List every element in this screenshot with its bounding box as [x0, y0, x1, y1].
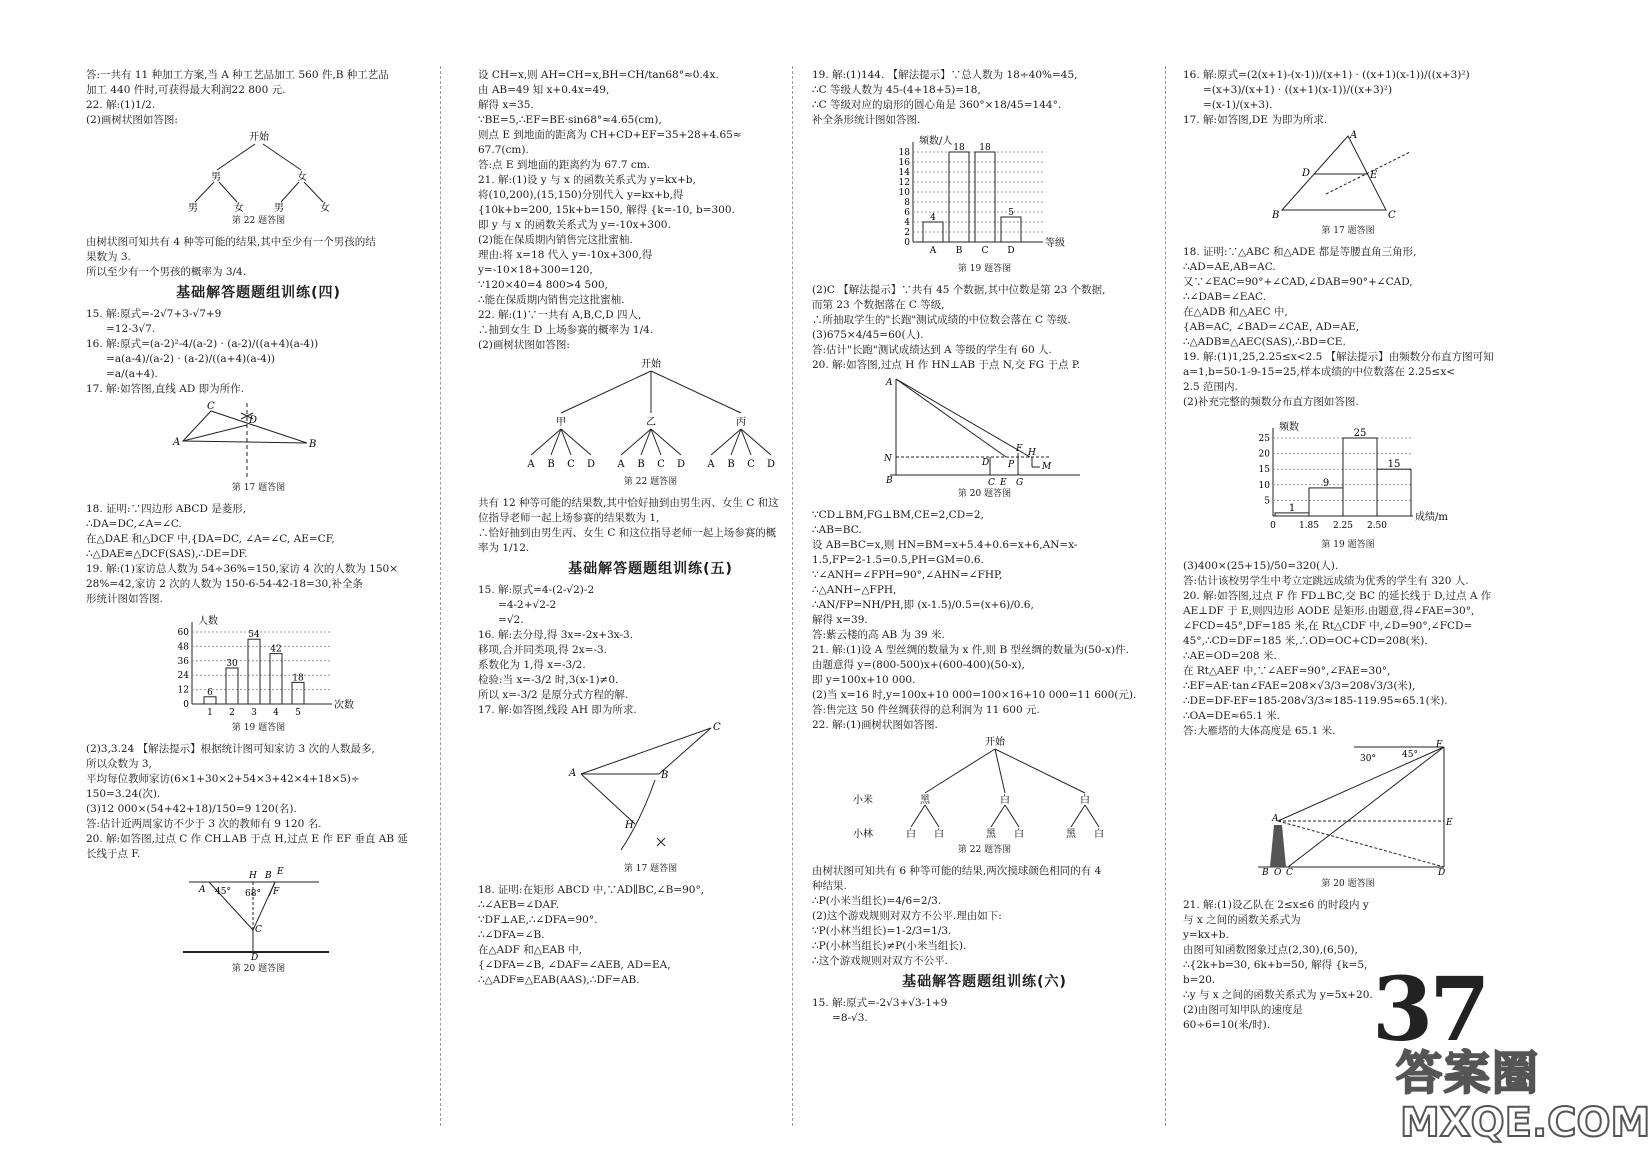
q22-text: 22. 解:(1)1/2. (2)画树状图如答图:	[86, 99, 178, 126]
point-label: D	[1302, 168, 1311, 179]
q22-conclusion: 共有 12 种等可能的结果数,其中恰好抽到由男生丙、女生 C 和这 位指导老师一起上场参赛的结果数为 1, ∴恰好抽到由男生丙、女生 C 和这位指导老师一起上场参赛的概 率为 1/12.	[478, 497, 779, 554]
figure-caption: 第 20 题答图	[957, 489, 1012, 499]
q19-text: 19. 解:(1)144. 【解法提示】∵总人数为 18÷40%=45, ∴C 等级人数为 45-(4+18+5)=18, ∴C 等级对应的扇形的圆心角是 360°×18/45=144°. 补全条形统计图如答图.	[812, 69, 1078, 126]
point-label: B	[1262, 868, 1269, 878]
x-tick-label: 0	[1270, 521, 1276, 531]
tree-start: 开始	[984, 737, 1005, 748]
histogram-19-jump	[1243, 412, 1453, 536]
point-label: F	[1015, 444, 1022, 454]
y-tick-label: 10	[898, 188, 910, 198]
tree-leaf: 白	[933, 829, 944, 840]
tree-diagram-22	[159, 130, 359, 212]
figure-caption: 第 19 题答图	[1321, 540, 1375, 550]
y-tick-label: 10	[1258, 480, 1270, 491]
x-tick-label: B	[955, 246, 962, 256]
x-axis-label: 等级	[1044, 238, 1065, 249]
data-label: 15	[1387, 459, 1401, 471]
bar	[949, 152, 969, 242]
tree-leaf: 男	[273, 203, 284, 214]
point-label: A	[1350, 130, 1358, 141]
angle-label: 45°	[214, 887, 231, 897]
y-tick-label: 16	[898, 158, 910, 168]
point-label: C	[1388, 210, 1396, 221]
x-tick-label: C	[981, 246, 988, 256]
data-label: 1	[1288, 502, 1296, 514]
y-tick-label: 24	[177, 671, 189, 682]
point-label: E	[999, 478, 1007, 488]
point-label: D	[981, 458, 989, 468]
column-4	[1183, 68, 1513, 1061]
section-title: 基础解答题题组训练(六)	[902, 974, 1067, 990]
point-label: H	[248, 871, 257, 881]
figure-caption: 第 19 题答图	[957, 264, 1012, 274]
bar	[1377, 469, 1411, 516]
point-label: F	[272, 887, 279, 897]
answer-text: 答:一共有 11 种加工方案,当 A 种工艺品加工 560 件,B 种工艺品 加工 440 件时,可获得最大利润22 800 元.	[86, 69, 389, 96]
tree-row-label: 小米	[852, 795, 873, 806]
page-number: 37	[1372, 957, 1487, 1061]
data-label: 54	[247, 630, 260, 641]
tree-node: 丙	[735, 417, 746, 428]
tree-leaf: 男	[187, 203, 198, 214]
tree-leaf: 黑	[1065, 829, 1076, 840]
tree-leaf: 白	[905, 829, 916, 840]
figure-17-line	[169, 399, 349, 479]
point-label: E	[1370, 170, 1378, 181]
data-label: 18	[291, 673, 304, 684]
y-axis-label: 频数	[1279, 422, 1299, 433]
point-label: O	[1274, 868, 1282, 878]
data-label: 6	[206, 687, 213, 698]
x-tick-label: 1	[206, 708, 213, 718]
tree-node: 白	[1079, 795, 1090, 806]
tree-leaf: A	[706, 459, 715, 470]
tree-leaf: B	[726, 459, 735, 470]
tree-node: 乙	[645, 417, 656, 428]
watermark-logo: 答案圈	[1396, 1046, 1540, 1100]
tree-leaf: 白	[1093, 829, 1104, 840]
y-tick-label: 60	[177, 628, 189, 638]
point-label: H	[624, 820, 634, 831]
data-label: 42	[269, 644, 282, 655]
point-label: C	[206, 401, 215, 412]
tree-leaf: C	[656, 459, 665, 470]
x-tick-label: 1.85	[1298, 521, 1320, 531]
tree-leaf: A	[526, 459, 535, 470]
q15-17-text: 15. 解:原式=4-(2-√2)-2 =4-2+√2-2 =√2. 16. 解:去分母,得 3x=-2x+3x-3. 移项,合并同类项,得 2x=-3. 系数化为 1,得 x=-3/2. 检验:当 x=-3/2 时,3(x-1)≠0. 所以 x=-3/2 是原分式方程的解. 17. 解:如答图,线段 AH 即为所求.	[478, 584, 637, 716]
x-tick-label: 4	[272, 708, 279, 718]
point-label: G	[1015, 478, 1023, 488]
tree-leaf: D	[766, 459, 775, 470]
section-title: 基础解答题题组训练(五)	[568, 561, 733, 577]
y-tick-label: 5	[1264, 496, 1270, 507]
angle-label: 68°	[244, 889, 261, 899]
y-axis-label: 频数/人	[918, 136, 952, 147]
q18-text: 18. 证明:在矩形 ABCD 中,∵AD∥BC,∠B=90°, ∴∠AEB=∠DAF. ∵DF⊥AE,∴∠DFA=90°. ∴∠DFA=∠B. 在△ADF 和△EAB 中, {∠DFA=∠B, ∠DAF=∠AEB, AD=EA, ∴△ADF≌△EAB(AAS),∴DF=AB.	[478, 884, 705, 986]
figure-20-stand	[179, 864, 339, 963]
tree-leaf: D	[676, 459, 685, 470]
y-tick-label: 14	[898, 168, 910, 178]
bar	[226, 668, 238, 704]
x-axis-label: 成绩/m	[1415, 512, 1448, 523]
q15-text: 15. 解:原式=-2√3+√3-1+9 =8-√3.	[812, 997, 948, 1024]
point-label: B	[1272, 210, 1280, 221]
x-axis-label: 次数	[333, 700, 354, 711]
tree-leaf: 女	[233, 203, 244, 214]
column-divider-3	[1165, 66, 1166, 1126]
column-2	[478, 68, 823, 988]
point-label: C	[1286, 868, 1293, 878]
y-tick-label: 36	[177, 656, 189, 667]
bar	[292, 682, 304, 704]
data-label: 9	[1322, 477, 1330, 489]
point-label: M	[1041, 462, 1051, 472]
point-label: A	[172, 437, 180, 448]
angle-label: 45°	[1402, 750, 1418, 760]
y-tick-label: 25	[1258, 434, 1270, 444]
figure-caption: 第 17 题答图	[623, 864, 678, 874]
tree-node: 白	[999, 795, 1010, 806]
point-label: A	[198, 885, 205, 895]
tree-leaf: B	[546, 459, 555, 470]
bar-chart-19-grades	[885, 130, 1085, 260]
x-tick-label: 2	[228, 708, 235, 718]
point-label: H	[1027, 448, 1036, 458]
column-divider-1	[440, 66, 441, 1126]
x-tick-label: 2.50	[1366, 521, 1388, 531]
data-label: 18	[952, 143, 965, 153]
q18-19-text: 18. 证明:∵四边形 ABCD 是菱形, ∴DA=DC,∠A=∠C. 在△DAE 和△DCF 中,{DA=DC, ∠A=∠C, AE=CF, ∴△DAE≌△DCF(SAS),∴DE=DF. 19. 解:(1)家访总人数为 54÷36%=150,家访 4 次的人数为 150× 28%=42,家访 2 次的人数为 150-6-54-42-18=30,补全条 形统计图如答图.	[86, 503, 398, 605]
q20-cont-text: 设 CH=x,则 AH=CH=x,BH=CH/tan68°≈0.4x. 由 AB=49 知 x+0.4x=49, 解得 x=35. ∵BE=5,∴EF=BE·sin68°≈4.65(cm), 则点 E 到地面的距离为 CH+CD+EF=35+28+4.65≈ 67.7(cm). 答:点 E 到地面的距离约为 67.7 cm. 21. 解:(1)设 y 与 x 的函数关系式为 y=kx+b, 将(10,200),(15,150)分别代入 y=kx+b,得 {10k+b=200, 15k+b=150, 解得 {k=-10, b=300. 即 y 与 x 的函数关系式为 y=-10x+300. (2)能在保质期内销售完这批蜜柚. 理由:将 x=18 代入 y=-10x+300,得 y=-10×18+300=120, ∵120×40=4 800>4 500, ∴能在保质期内销售完这批蜜柚. 22. 解:(1)∵一共有 A,B,C,D 四人, ∴抽到女生 D 上场参赛的概率为 1/4. (2)画树状图如答图:	[478, 69, 742, 351]
point-label: B	[660, 770, 668, 781]
tree-leaf: B	[636, 459, 645, 470]
tree-node: 黑	[919, 795, 930, 806]
q19-20-text: (3)400×(25+15)/50=320(人). 答:估计该校男学生中考立定跳远成绩为优秀的学生有 320 人. 20. 解:如答图,过点 F 作 FD⊥BC,交 BC 的延长线于 D,过点 A 作 AE⊥DF 于 E,则四边形 AODE 是矩形.由题意,得∠FAE=30°, ∠FCD=45°,DF=185 米,在 Rt△CDF 中,∠D=90°,∠FCD= 45°,∴CD=DF=185 米,∴OD=OC+CD=208(米). ∴AE=OD=208 米. 在 Rt△AEF 中,∵∠AEF=90°,∠FAE=30°, ∴EF=AE·tan∠FAE=208×√3/3=208√3/3(米), ∴DE=DF-EF=185-208√3/3≈185-119.95≈65.1(米). ∴OA=DE≈65.1 米. 答:大雁塔的大体高度是 65.1 米.	[1183, 560, 1492, 737]
q19-20-text: (2)C 【解法提示】∵共有 45 个数据,其中位数是第 23 个数据, 而第 23 个数据落在 C 等级, ∴所抽取学生的"长跑"测试成绩的中位数会落在 C 等级. (3)675×4/45=60(人). 答:估计"长跑"测试成绩达到 A 等级的学生有 60 人. 20. 解:如答图,过点 H 作 HN⊥AB 于点 N,交 FG 于点 P.	[812, 284, 1106, 371]
y-tick-label: 12	[898, 178, 910, 188]
y-tick-label: 20	[1258, 449, 1270, 460]
bar	[204, 697, 216, 704]
q18-19-text: 18. 证明:∵△ABC 和△ADE 都是等腰直角三角形, ∴AD=AE,AB=AC. 又∵∠EAC=90°+∠CAD,∠DAB=90°+∠CAD, ∴∠DAB=∠EAC. 在△ADB 和△AEC 中, {AB=AC, ∠BAD=∠CAE, AD=AE, ∴△ADB≌△AEC(SAS),∴BD=CE. 19. 解:(1)1,25,2.25≤x<2.5 【解法提示】由频数分布直方图可知 a=1,b=50-1-9-15=25,样本成绩的中位数落在 2.25≤x< 2.5 范围内. (2)补充完整的频数分布直方图如答图.	[1183, 246, 1494, 408]
point-label: A	[885, 378, 892, 388]
tree-node: 男	[210, 172, 221, 183]
point-label: B	[308, 439, 316, 450]
bar	[1309, 488, 1343, 516]
bar	[248, 639, 260, 704]
data-label: 5	[1007, 208, 1014, 218]
tree-leaf: 黑	[985, 829, 996, 840]
q21-text: 21. 解:(1)设乙队在 2≤x≤6 的时段内 y 与 x 之间的函数关系式为 y=kx+b. 由图可知函数图象过点(2,30),(6,50), ∴{2k+b=30, 6k+b=50, 解得 {k=5, b=20. ∴y 与 x 之间的函数关系式为 y=5x+20. (2)由图可知甲队的速度是 60÷6=10(米/时).	[1183, 899, 1373, 1031]
q16-17-text: 16. 解:原式=(2(x+1)-(x-1))/(x+1) · ((x+1)(x-1))/((x+3)²) =(x+3)/(x+1) · ((x+1)(x-1))/((x+3)²) =(x-1)/(x+3). 17. 解:如答图,DE 为即为所求.	[1183, 69, 1470, 126]
x-tick-label: 3	[250, 708, 257, 718]
q19-20-text: (2)3,3.24 【解法提示】根据统计图可知家访 3 次的人数最多, 所以众数为 3, 平均每位教师家访(6×1+30×2+54×3+42×4+18×5)÷ 150=3.24(次). (3)12 000×(54+42+18)/150=9 120(名). 答:估计近两周家访不少于 3 次的教师有 9 120 名. 20. 解:如答图,过点 C 作 CH⊥AB 于点 H,过点 E 作 EF 垂直 AB 延 长线于点 F.	[86, 743, 408, 860]
pagoda-image	[1270, 825, 1286, 867]
column-3	[812, 68, 1157, 1026]
x-tick-label: D	[1006, 246, 1015, 256]
figure-caption: 第 19 题答图	[231, 723, 286, 733]
q20-21-text: ∵CD⊥BM,FG⊥BM,CE=2,CD=2, ∴AB=BC. 设 AB=BC=x,则 HN=BM=x+5.4+0.6=x+6,AN=x- 1.5,FP=2-1.5=0.5,PH=GM=0.6. ∵∠ANH=∠FPH=90°,∠AHN=∠FHP, ∴△ANH∽△FPH, ∴AN/FP=NH/PH,即 (x-1.5)/0.5=(x+6)/0.6, 解得 x=39. 答:紫云楼的高 AB 为 39 米. 21. 解:(1)设 A 型丝绸的数量为 x 件,则 B 型丝绸的数量为(50-x)件. 由题意得 y=(800-500)x+(600-400)(50-x), 即 y=100x+10 000. (2)当 x=16 时,y=100x+10 000=100×16+10 000=11 600(元). 答:售完这 50 件丝绸获得的总利润为 11 600 元. 22. 解:(1)画树状图如答图.	[812, 509, 1137, 731]
y-tick-label: 18	[898, 148, 910, 158]
bar	[975, 152, 995, 242]
column-1	[86, 68, 431, 983]
tree-leaf: C	[566, 459, 575, 470]
point-label: A	[568, 768, 576, 779]
tree-leaf: A	[616, 459, 625, 470]
point-label: E	[1446, 818, 1453, 828]
data-label: 18	[978, 143, 991, 153]
tree-leaf: C	[746, 459, 755, 470]
tree-leaf: 女	[319, 203, 330, 214]
figure-caption: 第 20 题答图	[231, 964, 286, 974]
data-label: 4	[929, 213, 936, 223]
y-tick-label: 12	[177, 685, 189, 696]
figure-caption: 第 20 题答图	[1321, 879, 1375, 889]
tree-diagram-22	[845, 735, 1125, 841]
y-tick-label: 8	[903, 198, 910, 208]
y-tick-label: 2	[903, 228, 910, 238]
tree-node: 甲	[555, 417, 566, 428]
point-label: A	[1272, 814, 1279, 824]
point-label: B	[264, 871, 272, 881]
point-label: B	[885, 476, 893, 486]
point-label: N	[883, 454, 892, 464]
point-label: C	[254, 925, 262, 935]
q15-17-text: 15. 解:原式=-2√7+3-√7+9 =12-3√7. 16. 解:原式=(a-2)²-4/(a-2) · (a-2)/((a+4)(a-4)) =a(a-4)/(a-2) · (a-2)/((a+4)(a-4)) =a/(a+4). 17. 解:如答图,直线 AD 即为所作.	[86, 308, 319, 395]
y-tick-label: 15	[1258, 465, 1270, 476]
y-tick-label: 4	[903, 218, 910, 228]
q22-conclusion: 由树状图可知共有 4 种等可能的结果,其中至少有一个男孩的结 果数为 3. 所以至少有一个男孩的概率为 3/4.	[86, 236, 376, 278]
point-label: D	[248, 415, 257, 426]
y-axis-label: 人数	[197, 616, 218, 627]
angle-label: 30°	[1360, 754, 1376, 764]
tree-leaf: 白	[1013, 829, 1024, 840]
figure-caption: 第 17 题答图	[231, 483, 286, 493]
watermark-url: MXQE.COM	[1400, 1100, 1650, 1146]
figure-caption: 第 17 题答图	[1321, 226, 1375, 236]
x-tick-label: 2.25	[1332, 521, 1354, 531]
point-label: C	[987, 478, 995, 488]
x-tick-label: A	[929, 246, 936, 256]
y-tick-label: 0	[182, 700, 189, 710]
figure-20-pagoda	[1248, 740, 1453, 878]
point-label: P	[1007, 460, 1014, 470]
tree-start: 开始	[640, 359, 661, 370]
data-label: 25	[1353, 428, 1367, 439]
data-label: 30	[225, 659, 238, 669]
bar-chart-19-visits	[164, 609, 354, 719]
figure-20-tower	[880, 375, 1090, 488]
tree-diagram-22	[501, 355, 801, 473]
point-label: C	[712, 722, 721, 733]
point-label: E	[276, 867, 284, 877]
bar	[1001, 217, 1021, 242]
figure-caption: 第 22 题答图	[231, 216, 286, 226]
figure-17-segment	[561, 720, 741, 860]
y-tick-label: 48	[177, 642, 189, 653]
section-title: 基础解答题题组训练(四)	[176, 285, 341, 301]
figure-caption: 第 22 题答图	[623, 477, 678, 487]
tree-leaf: D	[586, 459, 595, 470]
figure-caption: 第 22 题答图	[957, 845, 1012, 855]
tree-node: 女	[296, 172, 307, 183]
x-tick-label: 5	[294, 708, 301, 718]
bar	[1343, 438, 1377, 516]
q22-conclusion: 由树状图可知共有 6 种等可能的结果,两次摸球颜色相同的有 4 种结果. ∴P(小米当组长)=4/6=2/3. (2)这个游戏规则对双方不公平.理由如下: ∵P(小林当组长)=1-2/3=1/3. ∴P(小林当组长)≠P(小米当组长). ∴这个游戏规则对双方不公平.	[812, 865, 1102, 967]
tree-row-label: 小林	[852, 829, 873, 840]
tree-start: 开始	[248, 132, 269, 143]
figure-17-triangle	[1268, 130, 1428, 222]
y-tick-label: 6	[903, 208, 910, 218]
y-tick-label: 0	[903, 238, 910, 248]
point-label: D	[1438, 868, 1446, 878]
point-label: D	[250, 953, 258, 963]
point-label: F	[1436, 740, 1443, 750]
